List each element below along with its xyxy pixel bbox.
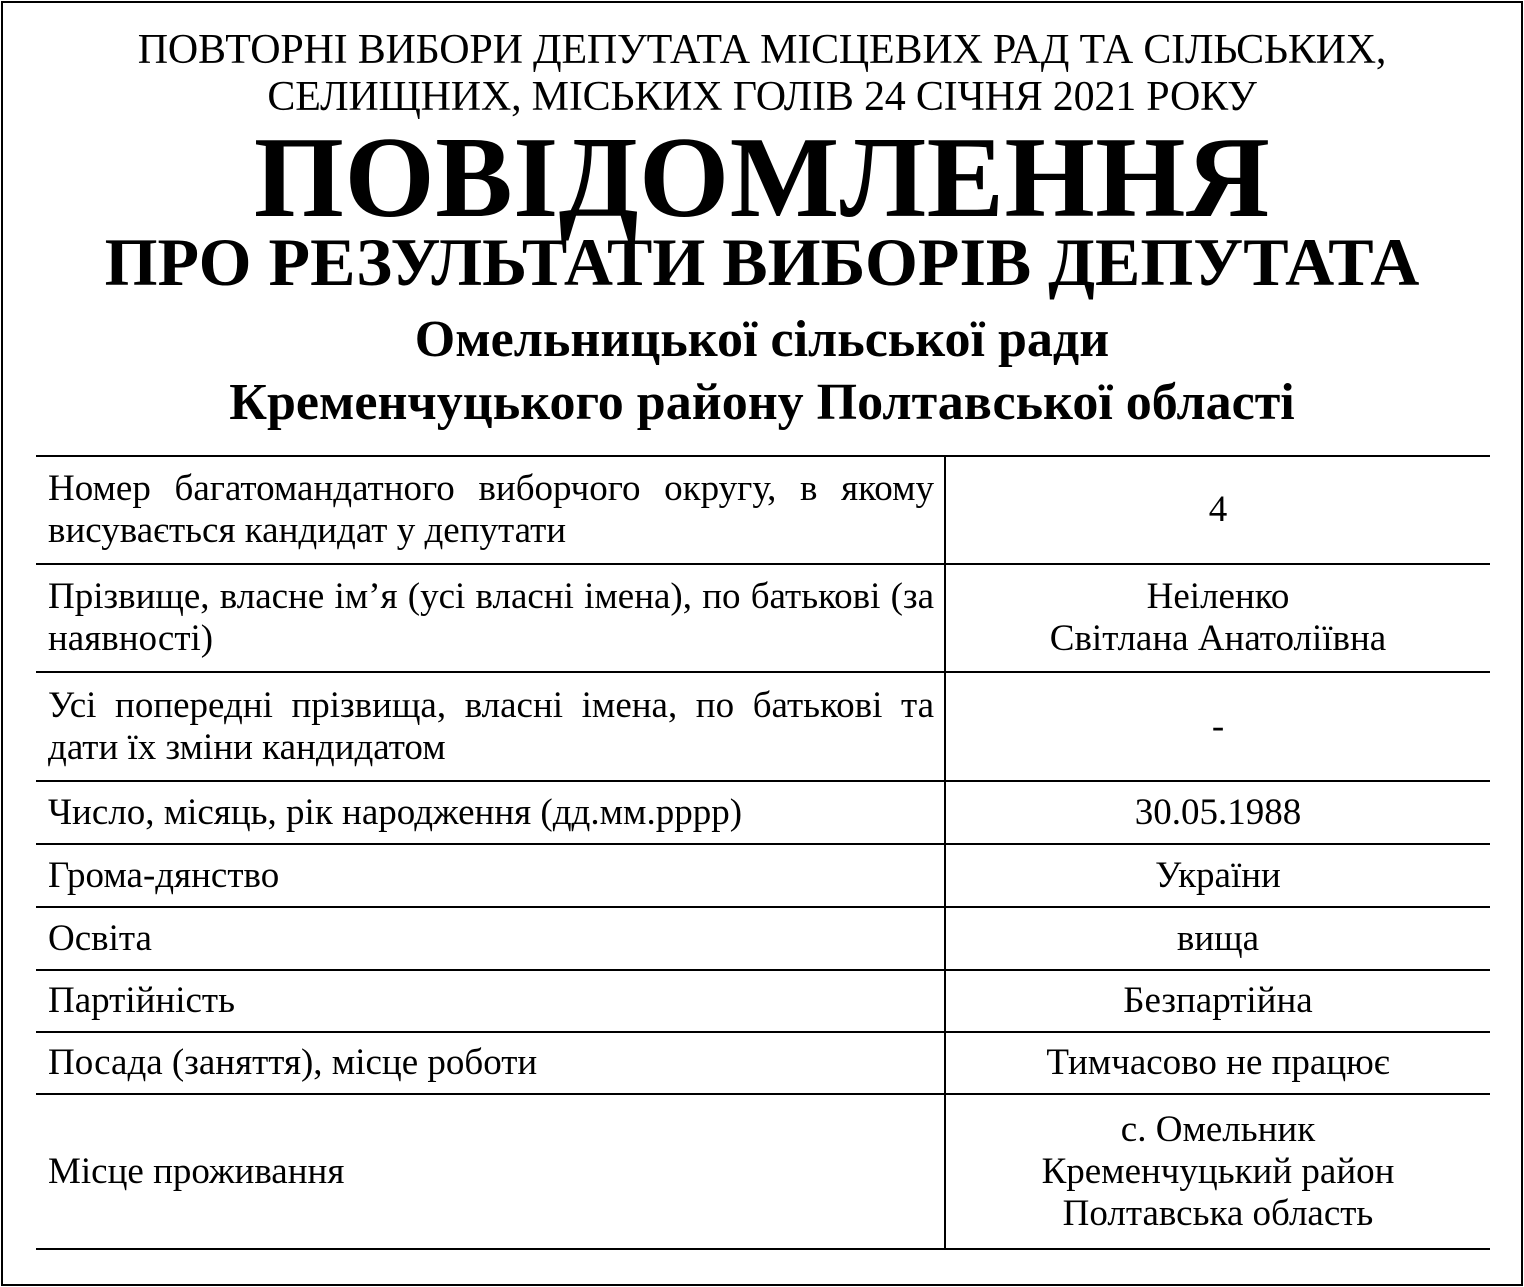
document-title: ПОВІДОМЛЕННЯ [253, 114, 1271, 242]
candidate-info-table [36, 455, 1490, 1250]
row-label-previous-names: Усі попередні прізвища, власні імена, по батькові та дати їх зміни кандидатом [36, 672, 945, 781]
table-row [36, 1032, 1490, 1094]
row-value-birth-date [945, 781, 1490, 844]
value-line: Тимчасово не працює [1046, 1042, 1390, 1083]
document-subtitle: ПРО РЕЗУЛЬТАТИ ВИБОРІВ ДЕПУТАТА [104, 224, 1420, 300]
row-label-full-name: Прізвище, власне ім’я (усі власні імена), по батькові (за наявності) [36, 564, 945, 672]
value-line: 4 [1208, 489, 1228, 530]
row-value-district [945, 456, 1490, 564]
row-label-occupation: Посада (заняття), місце роботи [36, 1032, 945, 1094]
council-name-line-1: Омельницької сільської ради [414, 311, 1110, 368]
value-line: 30.05.1988 [1134, 791, 1302, 833]
value-line: вища [1176, 917, 1260, 959]
row-value-full-name [945, 564, 1490, 672]
row-value-previous-names [945, 672, 1490, 781]
row-label-district: Номер багатомандатного виборчого округу, в якому висувається кандидат у депутати [36, 456, 945, 564]
table-row [36, 672, 1490, 781]
value-line: - [1211, 705, 1225, 747]
election-header-line-2: СЕЛИЩНИХ, МІСЬКИХ ГОЛІВ 24 СІЧНЯ 2021 РОКУ [267, 74, 1257, 120]
row-value-party [945, 970, 1490, 1032]
row-value-occupation [945, 1032, 1490, 1094]
value-line: Безпартійна [1123, 980, 1313, 1021]
value-line: Неіленко [1146, 576, 1290, 617]
row-value-education [945, 907, 1490, 970]
council-name-line-2: Кременчуцького району Полтавської області [229, 374, 1295, 431]
row-value-residence [945, 1094, 1490, 1249]
value-line: с. Омельник [1120, 1108, 1316, 1150]
value-line: України [1155, 854, 1281, 896]
value-line: Кременчуцький район [1041, 1150, 1395, 1192]
row-value-citizenship [945, 844, 1490, 907]
row-label-birth-date: Число, місяць, рік народження (дд.мм.рррр) [36, 781, 945, 844]
table-row [36, 1094, 1490, 1249]
row-label-residence: Місце проживання [36, 1094, 945, 1249]
table-row [36, 907, 1490, 970]
table-row [36, 970, 1490, 1032]
row-label-party: Партійність [36, 970, 945, 1032]
table-row [36, 564, 1490, 672]
table-row [36, 844, 1490, 907]
row-label-education: Освіта [36, 907, 945, 970]
value-line: Світлана Анатоліївна [1049, 618, 1387, 659]
row-label-citizenship: Грома-дянство [36, 844, 945, 907]
table-row [36, 781, 1490, 844]
election-header-line-1: ПОВТОРНІ ВИБОРИ ДЕПУТАТА МІСЦЕВИХ РАД ТА СІЛЬСЬКИХ, [137, 27, 1387, 73]
value-line: Полтавська область [1062, 1192, 1374, 1234]
table-row [36, 456, 1490, 564]
